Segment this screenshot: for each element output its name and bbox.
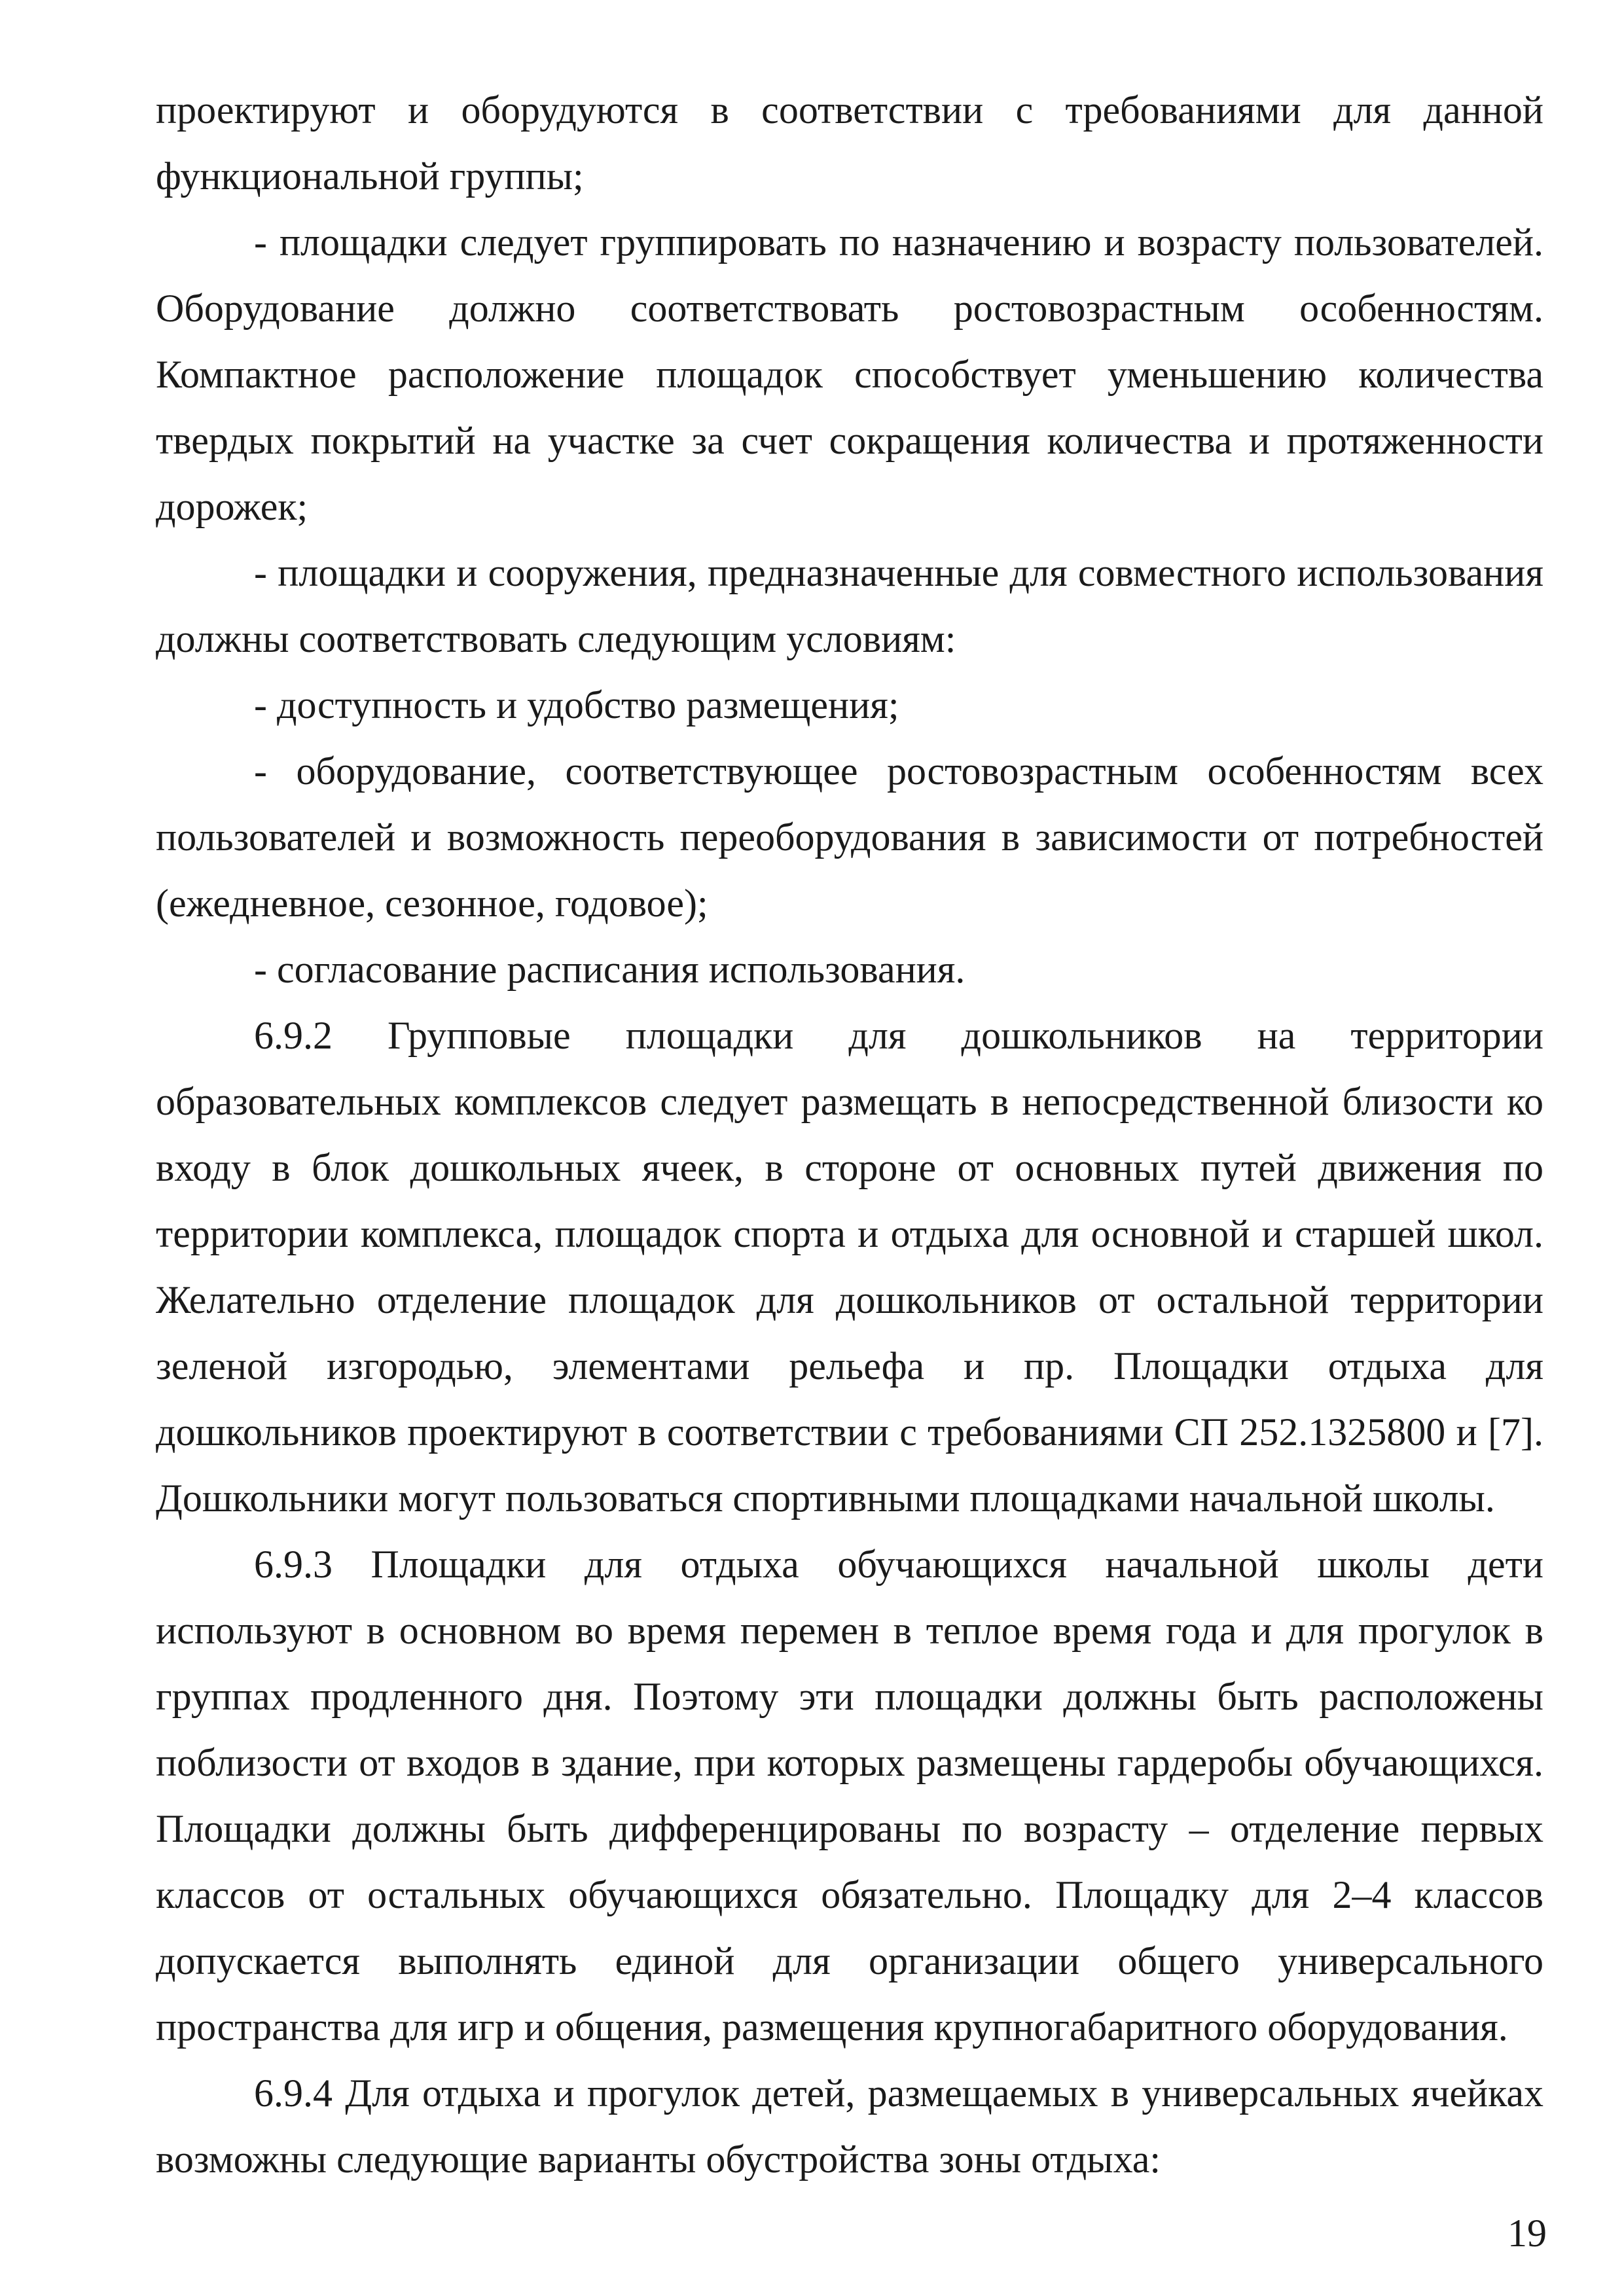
section-6-9-4: 6.9.4 Для отдыха и прогулок детей, размещаемых в универсальных ячейках возможны следующие варианты обустройства зоны отдыха: [156, 2072, 1543, 2181]
list-item-accessibility: - доступность и удобство размещения; [254, 683, 899, 726]
section-6-9-2: 6.9.2 Групповые площадки для дошкольников на территории образовательных комплексов следует размещать в непосредственной близости ко входу в блок дошкольных ячеек, в стороне от основных путей движения по территории комплекса, площадок спорта и отдыха для основной и старшей школ. Желательно отделение площадок для дошкольников от остальной территории зеленой изгородью, элементами рельефа и пр. Площадки отдыха для дошкольников проектируют в соответствии с требованиями СП 252.1325800 и [7]. Дошкольники могут пользоваться спортивными площадками начальной школы. [156, 1014, 1543, 1520]
document-page [156, 77, 1543, 2193]
list-item-equipment: - оборудование, соответствующее ростовозрастным особенностям всех пользователей и возможность переоборудования в зависимости от потребностей (ежедневное, сезонное, годовое); [156, 749, 1543, 925]
list-item-schedule: - согласование расписания использования. [254, 948, 965, 991]
paragraph-shared-use: - площадки и сооружения, предназначенные для совместного использования должны соответствовать следующим условиям: [156, 551, 1543, 660]
page-number: 19 [1507, 2212, 1547, 2255]
section-6-9-3: 6.9.3 Площадки для отдыха обучающихся начальной школы дети используют в основном во время перемен в теплое время года и для прогулок в группах продленного дня. Поэтому эти площадки должны быть расположены поблизости от входов в здание, при которых размещены гардеробы обучающихся. Площадки должны быть дифференцированы по возрасту – отделение первых классов от остальных обучающихся обязательно. Площадку для 2–4 классов допускается выполнять единой для организации общего универсального пространства для игр и общения, размещения крупногабаритного оборудования. [156, 1543, 1543, 2049]
paragraph-continuation: проектируют и оборудуются в соответствии с требованиями для данной функциональной группы; [156, 88, 1543, 198]
paragraph-grouping: - площадки следует группировать по назначению и возрасту пользователей. Оборудование должно соответствовать ростовозрастным особенностям. Компактное расположение площадок способствует уменьшению количества твердых покрытий на участке за счет сокращения количества и протяженности дорожек; [156, 221, 1543, 528]
